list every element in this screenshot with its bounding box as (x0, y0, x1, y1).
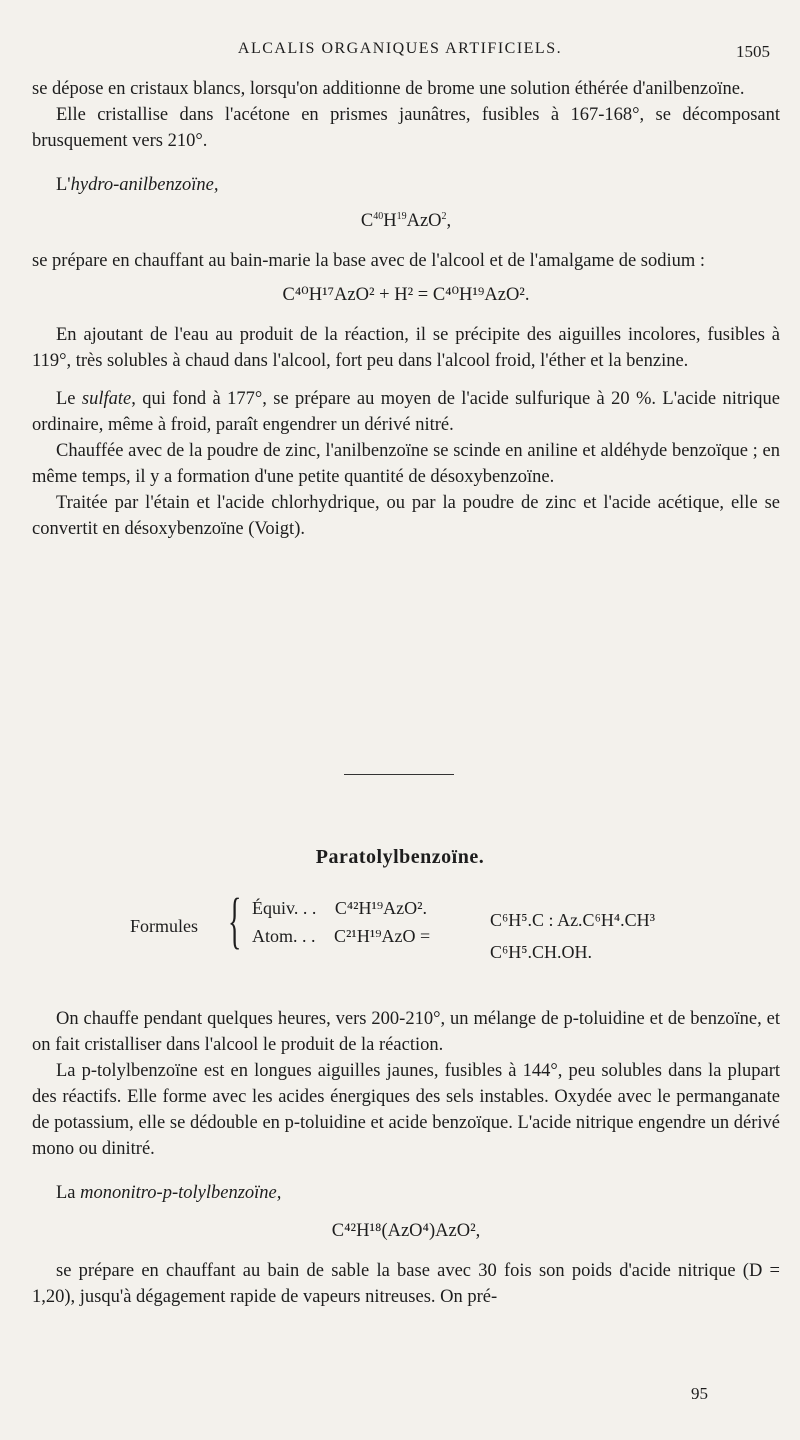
paragraph-10: se prépare en chauffant au bain de sable la base avec 30 fois son poids d'acide nitrique (D = 1,20), jusqu'à dégagement rapide de vapeurs nitreuses. On pré- (32, 1261, 780, 1307)
paragraph-2: Elle cristallise dans l'acétone en prismes jaunâtres, fusibles à 167-168°, se décomposant brusquement vers 210°. (32, 105, 780, 151)
hydro-intro (32, 172, 780, 198)
paragraph-3: se prépare en chauffant au bain-marie la base avec de l'alcool et de l'amalgame de sodium : (32, 251, 706, 271)
formula-mononitro: C⁴²H¹⁸(AzO⁴)AzO², (331, 1221, 481, 1241)
equiv-formula: C⁴²H¹⁹AzO². (334, 898, 428, 918)
brace-glyph: { (228, 887, 242, 955)
signature-number: 95 (691, 1384, 708, 1403)
page-number: 1505 (736, 42, 770, 61)
running-title: ALCALIS ORGANIQUES ARTIFICIELS. (237, 40, 563, 57)
section-divider (344, 774, 454, 775)
hydro-name: hydro-anilbenzoïne, (70, 175, 219, 195)
paragraph-7: Traitée par l'étain et l'acide chlorhydrique, ou par la poudre de zinc et l'acide acétique, elle se convertit en désoxybenzoïne (Voigt). (32, 493, 780, 539)
equiv-label: Équiv. . . (252, 898, 317, 918)
lower-text-block (32, 1006, 780, 1310)
formulas-block (130, 887, 780, 978)
formula-atom-row (252, 926, 430, 947)
equation: C⁴⁰H¹⁷AzO² + H² = C⁴⁰H¹⁹AzO². (282, 285, 530, 305)
paragraph-5: Le sulfate, qui fond à 177°, se prépare au moyen de l'acide sulfurique à 20 %. L'acide nitrique ordinaire, même à froid, paraît engendrer un dérivé nitré. (32, 389, 780, 435)
top-text-block (32, 76, 780, 542)
paragraph-8: On chauffe pendant quelques heures, vers 200-210°, un mélange de p-toluidine et de benzoïne, et on fait cristalliser dans l'alcool le produit de la réaction. (32, 1009, 780, 1055)
struct-line-2: C⁶H⁵.CH.OH. (490, 942, 593, 962)
paragraph-4: En ajoutant de l'eau au produit de la réaction, il se précipite des aiguilles incolores, fusibles à 119°, très solubles à chaud dans l'alcool, fort peu dans l'alcool froid, l'éther et la benzine. (32, 325, 780, 371)
atom-label: Atom. . . (252, 926, 316, 946)
atom-formula: C²¹H¹⁹AzO = (334, 926, 431, 946)
hydro-prefix: L' (56, 175, 71, 195)
mononitro-intro: La mononitro-p-tolylbenzoïne, (56, 1183, 282, 1203)
paragraph-1: se dépose en cristaux blancs, lorsqu'on additionne de brome une solution éthérée d'anilbenzoïne. (32, 79, 745, 99)
formulas-label: Formules (130, 916, 199, 936)
running-header (0, 40, 800, 66)
paragraph-9: La p-tolylbenzoïne est en longues aiguilles jaunes, fusibles à 144°, peu solubles dans la plupart des réactifs. Elle forme avec les acides énergiques des sels instables. Oxydée avec le permanganate de potassium, elle se dédouble en p-toluidine et acide benzoïque. L'acide nitrique engendre un dérivé mono ou dinitré. (32, 1061, 780, 1159)
formula-hydro: $C^{40}H^{19}AzO^2$, (360, 211, 452, 231)
section-title: Paratolylbenzoïne. (315, 846, 485, 868)
struct-line-1: C⁶H⁵.C : Az.C⁶H⁴.CH³ (490, 910, 656, 930)
formula-equiv-row (252, 898, 427, 919)
paragraph-6: Chauffée avec de la poudre de zinc, l'anilbenzoïne se scinde en aniline et aldéhyde benzoïque ; en même temps, il y a formation d'une petite quantité de désoxybenzoïne. (32, 441, 780, 487)
